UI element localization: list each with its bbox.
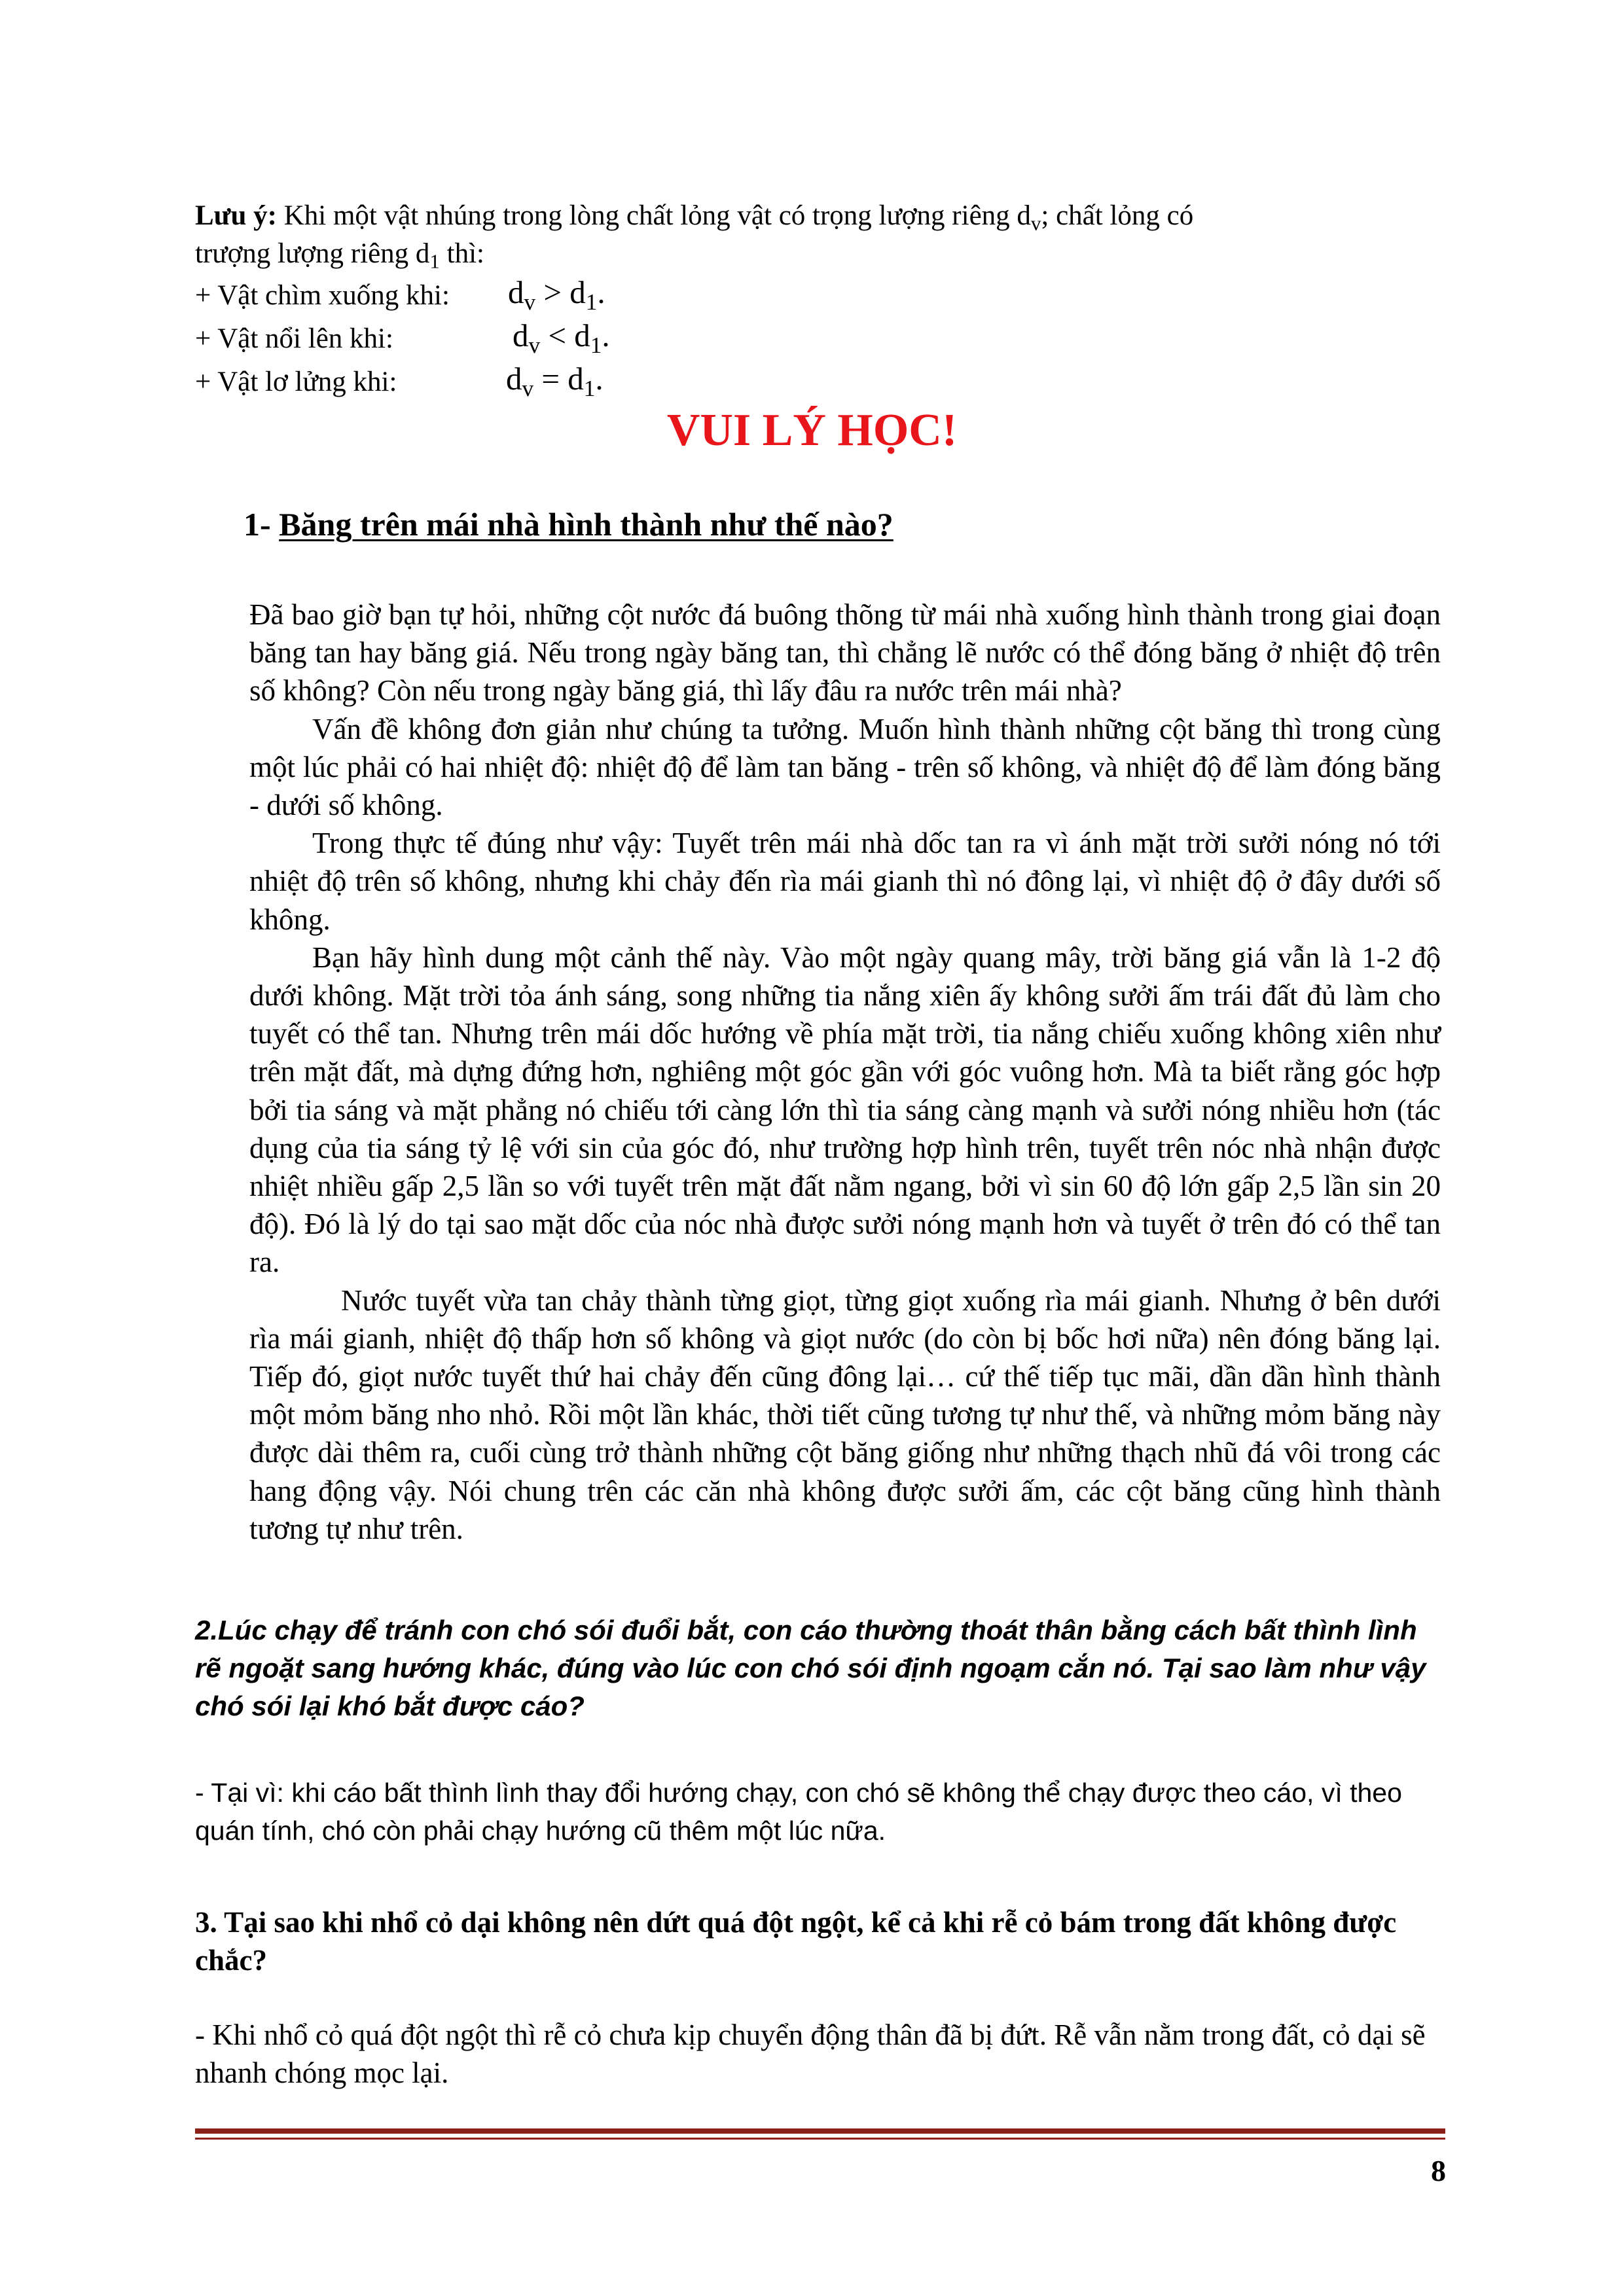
section-1-title: Băng trên mái nhà hình thành như thế nào? xyxy=(279,506,893,543)
section-2-answer: - Tại vì: khi cáo bất thình lình thay đổi hướng chạy, con chó sẽ không thể chạy được theo cáo, vì theo quán tính, chó còn phải chạy hướng cũ thêm một lúc nữa. xyxy=(195,1778,1402,1846)
section-2-question: 2.Lúc chạy để tránh con chó sói đuổi bắt, con cáo thường thoát thân bằng cách bất thình lình rẽ ngoặt sang hướng khác, đúng vào lúc con chó sói định ngoạm cắn nó. Tại sao làm như vậy chó sói lại khó bắt được cáo? xyxy=(195,1615,1426,1721)
paragraph-5: Nước tuyết vừa tan chảy thành từng giọt, từng giọt xuống rìa mái gianh. Nhưng ở bên dưới rìa mái gianh, nhiệt độ thấp hơn số không và giọt nước (do còn bị bốc hơi nữa) nên đóng băng lại. Tiếp đó, giọt nước tuyết thứ hai chảy đến cũng đông lại… cứ thế tiếp tục mãi, dần dần hình thành một mỏm băng nho nhỏ. Rồi một lần khác, thời tiết cũng tương tự như thế, và những mỏm băng này được dài thêm ra, cuối cùng trở thành những cột băng giống như những thạch nhũ đá vôi trong các hang động vậy. Nói chung trên các căn nhà không được sưởi ấm, các cột băng cũng hình thành tương tự như trên. xyxy=(249,1283,1441,1545)
note-line-1 xyxy=(195,198,1445,234)
note-text-1a: Khi một vật nhúng trong lòng chất lỏng vật có trọng lượng riêng d xyxy=(276,200,1031,231)
case-sink-text: + Vật chìm xuống khi: xyxy=(195,280,450,311)
note-text-2b: thì: xyxy=(439,238,484,269)
note-line-2 xyxy=(195,236,484,272)
case-float-formula: $d_v < d_1$. xyxy=(513,317,610,358)
section-1-heading xyxy=(244,505,893,543)
section-1-number: 1- xyxy=(244,506,280,543)
paragraph-2: Vấn đề không đơn giản như chúng ta tưởng. Muốn hình thành những cột băng thì trong cùng một lúc phải có hai nhiệt độ: nhiệt độ để làm tan băng - trên số không, và nhiệt độ để làm đóng băng - dưới số không. xyxy=(249,712,1441,822)
note-sub-1: 1 xyxy=(429,249,440,273)
page-title: VUI LÝ HỌC! xyxy=(666,405,958,456)
note-text-1b: ; chất lỏng có xyxy=(1041,200,1194,231)
note-sub-v: v xyxy=(1030,211,1041,235)
case-sink xyxy=(195,278,450,314)
paragraph-1: Đã bao giờ bạn tự hỏi, những cột nước đá buông thõng từ mái nhà xuống hình thành trong giai đoạn băng tan hay băng giá. Nếu trong ngày băng tan, thì chẳng lẽ nước có thể đóng băng ở nhiệt độ trên số không? Còn nếu trong ngày băng giá, thì lấy đâu ra nước trên mái nhà? xyxy=(249,598,1441,708)
footer-rule-thick xyxy=(195,2128,1445,2134)
case-float-text: + Vật nổi lên khi: xyxy=(195,323,393,354)
paragraph-3: Trong thực tế đúng như vậy: Tuyết trên mái nhà dốc tan ra vì ánh mặt trời sưởi nóng nó tới nhiệt độ trên số không, nhưng khi chảy đến rìa mái gianh thì nó đông lại, vì nhiệt độ ở đây dưới số không. xyxy=(249,827,1441,936)
note-label: Lưu ý: xyxy=(195,200,277,231)
section-3-answer: - Khi nhổ cỏ quá đột ngột thì rễ cỏ chưa kịp chuyển động thân đã bị đứt. Rễ vẫn nằm trong đất, cỏ dại sẽ nhanh chóng mọc lại. xyxy=(195,2018,1426,2089)
case-sink-formula: $d_v > d_1$. xyxy=(508,274,605,315)
case-suspend-text: + Vật lơ lửng khi: xyxy=(195,367,397,397)
paragraph-4: Bạn hãy hình dung một cảnh thế này. Vào một ngày quang mây, trời băng giá vẫn là 1-2 độ dưới không. Mặt trời tỏa ánh sáng, song những tia nắng xiên ấy không sưởi ấm trái đất đủ làm cho tuyết có thể tan. Nhưng trên mái dốc hướng về phía mặt trời, tia nắng chiếu xuống không xiên như trên mặt đất, mà dựng đứng hơn, nghiêng một góc gần với góc vuông hơn. Mà ta biết rằng góc hợp bởi tia sáng và mặt phẳng nó chiếu tới càng lớn thì tia sáng càng mạnh và sưởi nóng nhiều hơn (tác dụng của tia sáng tỷ lệ với sin của góc đó, như trường hợp hình trên, tuyết trên nóc nhà nhận được nhiệt nhiều gấp 2,5 lần so với tuyết trên mặt đất nằm ngang, bởi vì sin 60 độ lớn gấp 2,5 lần sin 20 độ). Đó là lý do tại sao mặt dốc của nóc nhà được sưởi nóng mạnh hơn và tuyết ở trên đó có thể tan ra. xyxy=(249,941,1441,1279)
page-number: 8 xyxy=(1431,2154,1446,2187)
note-text-2a: trượng lượng riêng d xyxy=(195,238,430,269)
section-3-question: 3. Tại sao khi nhổ cỏ dại không nên dứt quá đột ngột, kể cả khi rễ cỏ bám trong đất không được chắc? xyxy=(195,1906,1397,1977)
case-suspend xyxy=(195,364,397,401)
footer-rule-thin xyxy=(195,2138,1445,2140)
case-suspend-formula: $d_v = d_1$. xyxy=(506,361,604,401)
section-1-body xyxy=(249,596,1441,1548)
case-float xyxy=(195,321,393,357)
